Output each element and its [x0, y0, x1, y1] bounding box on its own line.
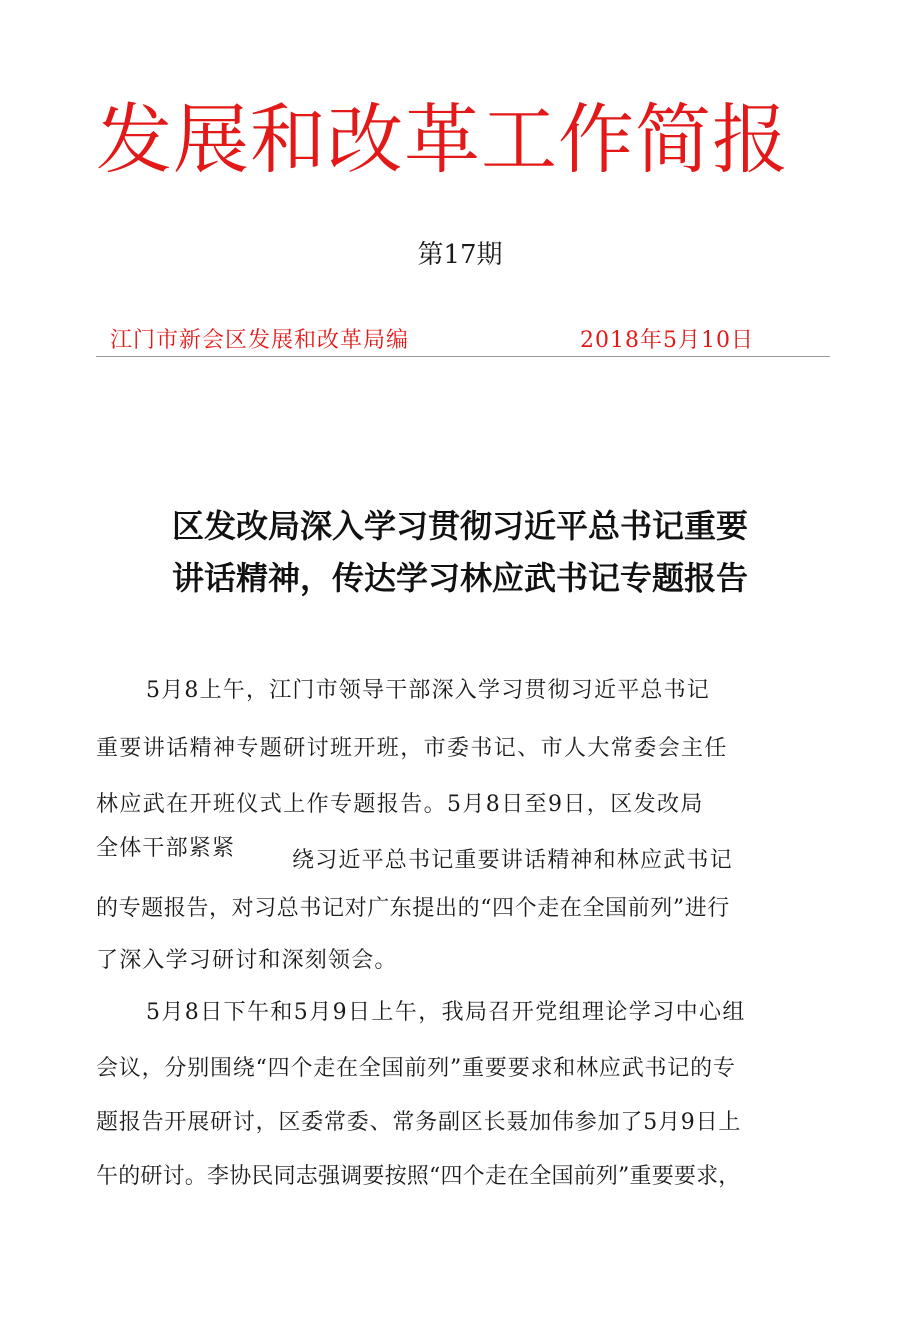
headline-line-1: 区发改局深入学习贯彻习近平总书记重要 [171, 507, 748, 545]
p1-line-5: 的专题报告，对习总书记对广东提出的“四个走在全国前列”进行 [96, 896, 730, 921]
p2-line-4: 午的研讨。李协民同志强调要按照“四个走在全国前列”重要要求， [96, 1164, 741, 1189]
p1-line-1: 5月8上午，江门市领导干部深入学习贯彻习近平总书记 [146, 678, 710, 703]
p2-line-2: 会议，分别围绕“四个走在全国前列”重要要求和林应武书记的专 [96, 1056, 736, 1081]
issue-number: 第17期 [417, 240, 503, 270]
p2-line-3: 题报告开展研讨，区委常委、常务副区长聂加伟参加了5月9日上 [96, 1110, 742, 1135]
p1-line-4b: 绕习近平总书记重要讲话精神和林应武书记 [292, 848, 733, 873]
p2-line-1: 5月8日下午和5月9日上午，我局召开党组理论学习中心组 [146, 1000, 746, 1025]
publisher-line [96, 326, 830, 357]
publisher-name: 江门市新会区发展和改革局编 [110, 328, 410, 353]
p1-line-6: 了深入学习研讨和深刻领会。 [96, 948, 398, 973]
article-headline [110, 500, 810, 604]
p1-line-4a: 全体干部紧紧 [96, 836, 236, 861]
masthead-title: 发展和改革工作简报 [96, 95, 789, 184]
p1-line-3: 林应武在开班仪式上作专题报告。5月8日至9日，区发改局 [96, 792, 704, 817]
publication-date: 2018年5月10日 [580, 328, 754, 353]
headline-line-2: 讲话精神，传达学习林应武书记专题报告 [171, 559, 748, 597]
p1-line-2: 重要讲话精神专题研讨班开班，市委书记、市人大常委会主任 [96, 736, 728, 761]
